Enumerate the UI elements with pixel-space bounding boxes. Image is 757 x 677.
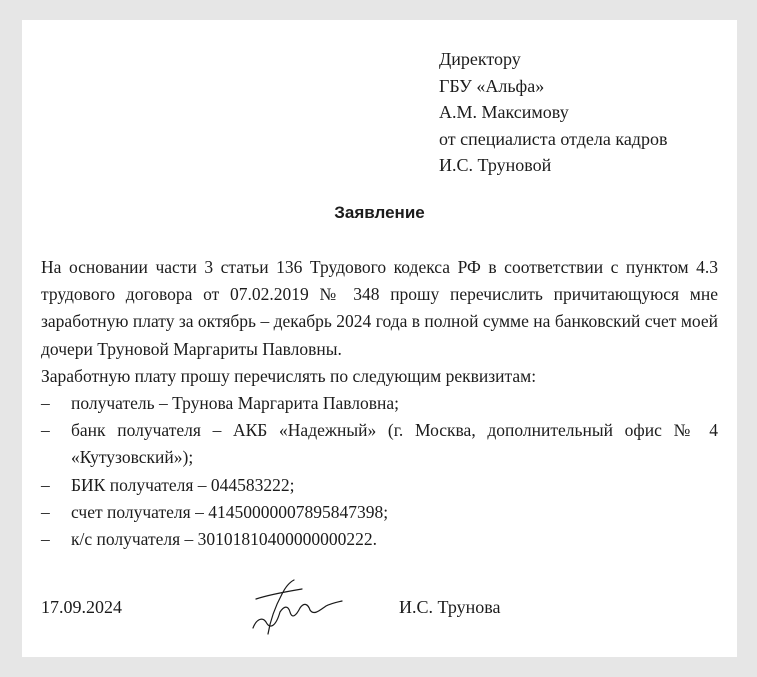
list-item-text: банк получателя – АКБ «Надежный» (г. Москва, дополнительный офис № 4 «Кутузовский»); xyxy=(71,420,718,468)
list-item-recipient xyxy=(41,390,718,417)
list-dash: – xyxy=(41,501,50,522)
document-page xyxy=(22,20,737,657)
document-date: 17.09.2024 xyxy=(41,597,122,617)
sender-position: от специалиста отдела кадров xyxy=(439,128,668,149)
list-item-bank xyxy=(41,417,718,471)
list-item-text: получатель – Трунова Маргарита Павловна; xyxy=(71,393,400,414)
handwritten-signature xyxy=(250,572,344,642)
list-dash: – xyxy=(41,474,50,495)
list-dash: – xyxy=(41,393,50,414)
list-item-text: БИК получателя – 044583222; xyxy=(71,474,295,495)
document-title: Заявление xyxy=(334,203,425,222)
body-paragraph-details-intro: Заработную плату прошу перечислять по следующим реквизитам: xyxy=(41,365,537,386)
addressee-organization: ГБУ «Альфа» xyxy=(439,75,545,96)
document-body xyxy=(41,254,718,553)
list-item-text: к/с получателя – 30101810400000000222. xyxy=(71,529,378,550)
body-paragraph-request: На основании части 3 статьи 136 Трудового кодекса РФ в соответствии с пунктом 4.3 трудового договора от 07.02.2019 № 348 прошу перечислить причитающуюся мне заработную плату за октябрь – декабрь 2024 года в полной сумме на банковский счет моей дочери Труновой Маргариты Павловны. xyxy=(41,257,718,359)
addressee-block xyxy=(439,46,667,179)
addressee-name: А.М. Максимову xyxy=(439,102,569,122)
list-dash: – xyxy=(41,529,50,550)
list-item-correspondent-account xyxy=(41,526,718,553)
list-item-bik xyxy=(41,472,718,499)
list-item-text: счет получателя – 41450000007895847398; xyxy=(71,501,389,522)
list-dash: – xyxy=(41,420,50,441)
sender-name: И.С. Труновой xyxy=(439,155,552,175)
signer-name: И.С. Трунова xyxy=(399,597,501,617)
list-item-account xyxy=(41,499,718,526)
addressee-position: Директору xyxy=(439,49,521,69)
